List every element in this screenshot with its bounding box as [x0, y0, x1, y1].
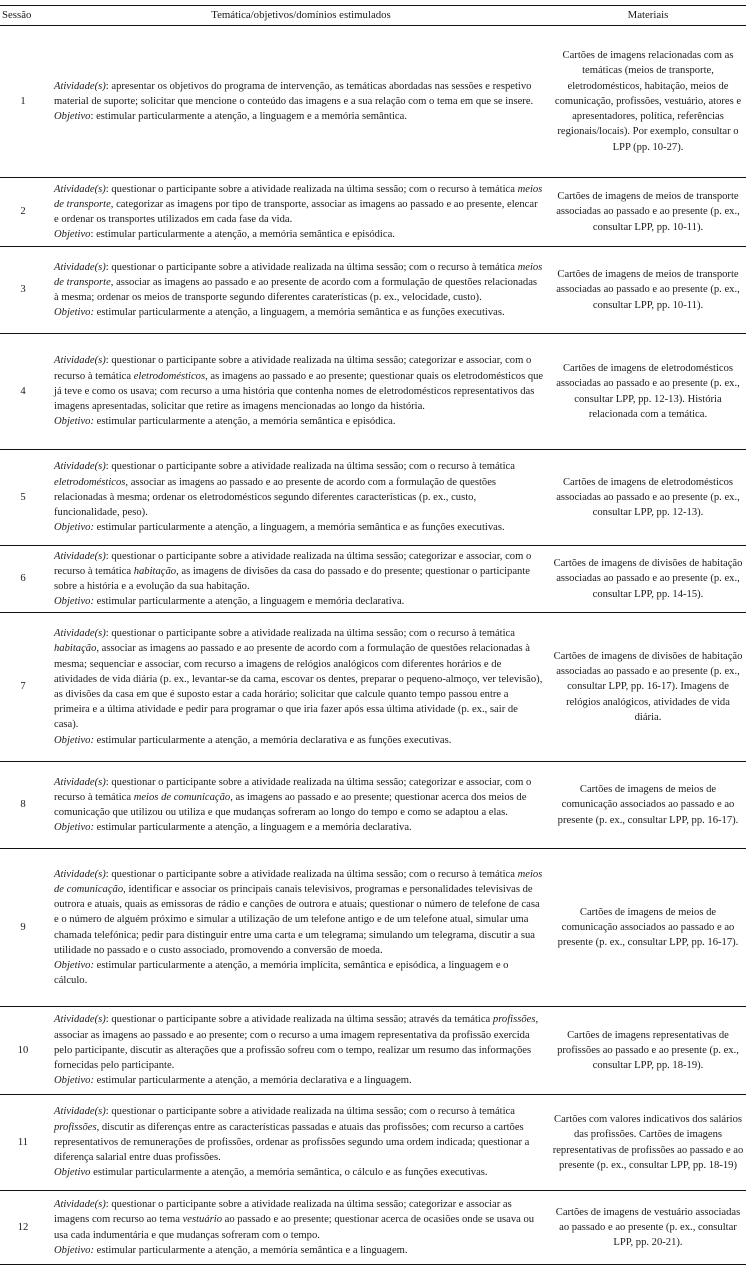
- activity-label: Atividade(s): [54, 461, 106, 473]
- objective-label: Objetivo:: [54, 822, 95, 834]
- theme-word: eletrodomésticos: [54, 476, 126, 488]
- activity-after: , associar as imagens ao passado e ao presente de acordo com a formulação de questões relacionadas à mesma; ordenar os meios de transporte segundo diferentes caraterísticas (p. ex., velocidade, custo).: [54, 276, 538, 303]
- activity-text: [54, 459, 544, 520]
- activity-label: Atividade(s): [54, 868, 106, 880]
- activity-before: : questionar o participante sobre a atividade realizada na última sessão; categorizar e associar as imagens com recurso ao tema: [54, 1199, 512, 1226]
- materials-cell: Cartões de imagens de eletrodomésticos associadas ao passado e ao presente (p. ex., consultar LPP, pp. 12-13). História relacionada com a temática.: [550, 334, 746, 450]
- materials-cell: Cartões de imagens de divisões de habitação associadas ao passado e ao presente (p. ex., consultar LPP, pp. 16-17). Imagens de relógios analógicos, atividades de vida diária.: [550, 613, 746, 762]
- theme-cell: [52, 1095, 550, 1191]
- activity-after: ao passado e ao presente; questionar acerca de ocasiões onde se usava ou usa cada indumentária e que mudanças sofreram com o tempo.: [54, 1214, 535, 1241]
- session-number: 10: [0, 1007, 52, 1095]
- activity-text: [54, 626, 544, 732]
- objective-text: [54, 1243, 544, 1258]
- table-row: [0, 178, 746, 247]
- objective-text: [54, 305, 544, 320]
- activity-text: [54, 1197, 544, 1243]
- activity-before: : apresentar os objetivos do programa de intervenção, as temáticas abordadas nas sessões e respetivo material de suporte; solicitar que mencione o conteúdo das imagens e a sua relação com o tema em que se insere.: [54, 80, 534, 107]
- objective-body: estimular particularmente a atenção, a linguagem e a memória declarativa.: [94, 822, 412, 834]
- session-number: 3: [0, 247, 52, 334]
- activity-text: [54, 260, 544, 306]
- theme-cell: [52, 1191, 550, 1265]
- materials-cell: Cartões com valores indicativos dos salários das profissões. Cartões de imagens representativas de profissões ao passado e ao presente (p. ex., consultar LPP, pp. 18-19): [550, 1095, 746, 1191]
- materials-cell: Cartões de imagens de vestuário associadas ao passado e ao presente (p. ex., consultar LPP, pp. 20-21).: [550, 1191, 746, 1265]
- theme-cell: [52, 849, 550, 1007]
- activity-before: : questionar o participante sobre a atividade realizada na última sessão; através da temática: [105, 1014, 493, 1026]
- activity-label: Atividade(s): [54, 550, 106, 562]
- objective-body: estimular particularmente a atenção, a memória implícita, semântica e episódica, a linguagem e o cálculo.: [54, 959, 509, 987]
- materials-cell: Cartões de imagens representativas de profissões ao passado e ao presente (p. ex., consultar LPP, pp. 18-19).: [550, 1007, 746, 1095]
- header-session: Sessão: [0, 6, 52, 26]
- table-body: [0, 26, 746, 1265]
- activity-before: : questionar o participante sobre a atividade realizada na última sessão; com o recurso à temática: [105, 261, 518, 273]
- theme-word: meios de comunicação: [54, 868, 543, 895]
- activity-before: : questionar o participante sobre a atividade realizada na última sessão; categorizar e associar, com o recurso à temática: [54, 776, 532, 803]
- objective-label: Objetivo:: [54, 596, 95, 608]
- theme-cell: [52, 334, 550, 450]
- theme-cell: [52, 1007, 550, 1095]
- objective-label: Objetivo: [54, 1167, 91, 1179]
- session-number: 2: [0, 178, 52, 247]
- activity-after: , discutir as diferenças entre as características passadas e atuais das profissões; com recurso a cartões representativos de remunerações de profissões, ordenar as profissões segundo uma ordem indicada; questionar a diferença salarial entre duas profissões.: [54, 1121, 530, 1164]
- header-materials: Materiais: [550, 6, 746, 26]
- session-number: 12: [0, 1191, 52, 1265]
- table-row: [0, 762, 746, 849]
- materials-cell: Cartões de imagens de meios de transporte associadas ao passado e ao presente (p. ex., consultar LPP, pp. 10-11).: [550, 178, 746, 247]
- theme-cell: [52, 247, 550, 334]
- materials-cell: Cartões de imagens de meios de transporte associadas ao passado e ao presente (p. ex., consultar LPP, pp. 10-11).: [550, 247, 746, 334]
- activity-text: [54, 1012, 544, 1073]
- activity-after: , categorizar as imagens por tipo de transporte, associar as imagens ao passado e ao presente, elencar e ordenar os transportes utilizados em cada fase da vida.: [54, 198, 538, 225]
- session-number: 9: [0, 849, 52, 1007]
- objective-body: estimular particularmente a atenção, a memória declarativa e as funções executivas.: [94, 734, 452, 746]
- objective-body: : estimular particularmente a atenção, a memória semântica e episódica.: [90, 229, 395, 241]
- objective-text: [54, 820, 544, 835]
- objective-label: Objetivo: [54, 111, 91, 123]
- activity-before: : questionar o participante sobre a atividade realizada na última sessão; com o recurso à temática: [105, 183, 518, 195]
- theme-cell: [52, 613, 550, 762]
- objective-text: [54, 958, 544, 988]
- table-row: [0, 247, 746, 334]
- activity-label: Atividade(s): [54, 1106, 106, 1118]
- session-number: 11: [0, 1095, 52, 1191]
- materials-cell: Cartões de imagens de divisões de habitação associadas ao passado e ao presente (p. ex., consultar LPP, pp. 14-15).: [550, 546, 746, 613]
- theme-word: meios de comunicação: [133, 791, 231, 803]
- materials-cell: Cartões de imagens relacionadas com as temáticas (meios de transporte, eletrodomésticos, habitação, meios de comunicação, profissões, vestuário, atores e apresentadores, política, referências regionais/locais). Por exemplo, consultar o LPP (pp. 10-27).: [550, 26, 746, 178]
- objective-label: Objetivo: [54, 229, 91, 241]
- table-row: [0, 1095, 746, 1191]
- table-row: [0, 849, 746, 1007]
- objective-body: estimular particularmente a atenção, a memória semântica e a linguagem.: [94, 1244, 408, 1256]
- theme-word: habitação: [54, 643, 97, 655]
- table-row: [0, 546, 746, 613]
- objective-body: estimular particularmente a atenção, a memória semântica, o cálculo e as funções executivas.: [90, 1167, 488, 1179]
- activity-label: Atividade(s): [54, 628, 106, 640]
- activity-label: Atividade(s): [54, 80, 106, 92]
- sessions-table: [0, 5, 746, 1265]
- theme-cell: [52, 762, 550, 849]
- activity-label: Atividade(s): [54, 183, 106, 195]
- session-number: 7: [0, 613, 52, 762]
- table-row: [0, 1007, 746, 1095]
- objective-text: [54, 109, 544, 124]
- theme-word: eletrodomésticos: [133, 370, 206, 382]
- materials-cell: Cartões de imagens de eletrodomésticos associadas ao passado e ao presente (p. ex., consultar LPP, pp. 12-13).: [550, 450, 746, 546]
- objective-body: estimular particularmente a atenção, a linguagem e memória declarativa.: [94, 596, 405, 608]
- activity-before: : questionar o participante sobre a atividade realizada na última sessão; com o recurso à temática: [105, 868, 518, 880]
- activity-text: [54, 1104, 544, 1165]
- activity-after: , as imagens de divisões da casa do passado e do presente; questionar o participante sobre a história e a evolução da sua habitação.: [54, 565, 530, 592]
- objective-text: [54, 414, 544, 429]
- activity-label: Atividade(s): [54, 355, 106, 367]
- table-row: [0, 613, 746, 762]
- activity-after: , as imagens ao passado e ao presente; questionar acerca dos meios de comunicação que utilizou ou utiliza e que mudanças sofreram ao longo do tempo e como se adaptou a elas.: [54, 791, 527, 818]
- activity-text: [54, 549, 544, 595]
- theme-cell: [52, 546, 550, 613]
- activity-text: [54, 182, 544, 228]
- objective-label: Objetivo:: [54, 734, 95, 746]
- activity-after: , associar as imagens ao passado e ao presente de acordo com a formulação de questões relacionadas à mesma; ordenar os eletrodomésticos segundo diferentes características (p. ex., custo, funcionalidade, peso).: [54, 476, 497, 519]
- objective-label: Objetivo:: [54, 1244, 95, 1256]
- objective-body: estimular particularmente a atenção, a memória declarativa e a linguagem.: [94, 1075, 412, 1087]
- activity-before: : questionar o participante sobre a atividade realizada na última sessão; com o recurso à temática: [105, 461, 515, 473]
- session-number: 6: [0, 546, 52, 613]
- session-number: 8: [0, 762, 52, 849]
- objective-label: Objetivo:: [54, 416, 95, 428]
- theme-cell: [52, 26, 550, 178]
- activity-after: , identificar e associar os principais canais televisivos, programas e personalidades televisivas de outrora e atuais, quais as emissoras de rádio e canções de outrora e atuais; questionar o número de telefone de casa e o número de alguém próximo e simular a utilização de um telefone antigo e de um telefone atual, simular uma chamada telefónica; pedir para distinguir entre uma carta e um telegrama; simulando um telegrama, discutir a sua utilidade no passado e o custo associado, promovendo a conversão de moeda.: [54, 883, 540, 956]
- objective-text: [54, 733, 544, 748]
- activity-label: Atividade(s): [54, 261, 106, 273]
- materials-cell: Cartões de imagens de meios de comunicação associados ao passado e ao presente (p. ex., consultar LPP, pp. 16-17).: [550, 762, 746, 849]
- objective-body: estimular particularmente a atenção, a linguagem, a memória semântica e as funções executivas.: [94, 522, 505, 534]
- table-row: [0, 450, 746, 546]
- objective-label: Objetivo:: [54, 1075, 95, 1087]
- theme-word: vestuário: [182, 1214, 222, 1226]
- theme-word: meios de transporte: [54, 183, 543, 210]
- activity-before: : questionar o participante sobre a atividade realizada na última sessão; com o recurso à temática: [105, 628, 515, 640]
- theme-word: profissões: [492, 1014, 536, 1026]
- activity-label: Atividade(s): [54, 1014, 106, 1026]
- activity-after: , associar as imagens ao passado e ao presente de acordo com a formulação de questões relacionadas à mesma; sequenciar e associar, com recurso a imagens de relógios analógicos com diferentes horários e de atividades de vida diária (p. ex., levantar-se da cama, escovar os dentes, preparar o pequeno-almoço, ver televisão), as divisões da casa em que é suposto estar a cada horário; solicitar que calcule quanto tempo passou entre a primeira e a última atividade e pedir para programar o que iria fazer após essa última atividade (p. ex., sair de casa).: [54, 643, 543, 731]
- theme-cell: [52, 178, 550, 247]
- activity-label: Atividade(s): [54, 776, 106, 788]
- objective-label: Objetivo:: [54, 522, 95, 534]
- activity-after: , associar as imagens ao passado e ao presente; com o recurso a uma imagem representativa da profissão exercida pelo participante, discutir as alterações que a profissão sofreu com o tempo, realizar um resumo das informações fornecidas pelo participante.: [54, 1014, 539, 1072]
- activity-label: Atividade(s): [54, 1199, 106, 1211]
- objective-text: [54, 227, 544, 242]
- header-theme: Temática/objetivos/domínios estimulados: [52, 6, 550, 26]
- objective-text: [54, 1165, 544, 1180]
- session-number: 5: [0, 450, 52, 546]
- table-row: [0, 334, 746, 450]
- table-header-row: [0, 6, 746, 26]
- objective-label: Objetivo:: [54, 307, 95, 319]
- activity-text: [54, 867, 544, 958]
- session-number: 1: [0, 26, 52, 178]
- session-number: 4: [0, 334, 52, 450]
- activity-before: : questionar o participante sobre a atividade realizada na última sessão; categorizar e associar, com o recurso à temática: [54, 355, 532, 382]
- theme-cell: [52, 450, 550, 546]
- theme-word: habitação: [133, 565, 177, 577]
- activity-before: : questionar o participante sobre a atividade realizada na última sessão; com o recurso à temática: [105, 1106, 515, 1118]
- table-row: [0, 1191, 746, 1265]
- objective-body: estimular particularmente a atenção, a memória semântica e episódica.: [94, 416, 396, 428]
- theme-word: profissões: [54, 1121, 97, 1133]
- objective-text: [54, 1073, 544, 1088]
- theme-word: meios de transporte: [54, 261, 543, 288]
- activity-text: [54, 775, 544, 821]
- activity-text: [54, 353, 544, 414]
- activity-text: [54, 79, 544, 109]
- activity-before: : questionar o participante sobre a atividade realizada na última sessão; categorizar e associar, com o recurso à temática: [54, 550, 532, 577]
- activity-after: , as imagens ao passado e ao presente; questionar quais os eletrodomésticos que já teve e como os usava; com recurso a uma história que contenha nomes de eletrodomésticos representativos das imagens apresentadas, solicitar que retire as imagens mencionadas ao longo da história.: [54, 370, 544, 413]
- objective-text: [54, 594, 544, 609]
- objective-body: estimular particularmente a atenção, a linguagem, a memória semântica e as funções executivas.: [94, 307, 505, 319]
- objective-body: : estimular particularmente a atenção, a linguagem e a memória semântica.: [90, 111, 407, 123]
- objective-label: Objetivo:: [54, 959, 95, 971]
- table-row: [0, 26, 746, 178]
- materials-cell: Cartões de imagens de meios de comunicação associados ao passado e ao presente (p. ex., consultar LPP, pp. 16-17).: [550, 849, 746, 1007]
- objective-text: [54, 520, 544, 535]
